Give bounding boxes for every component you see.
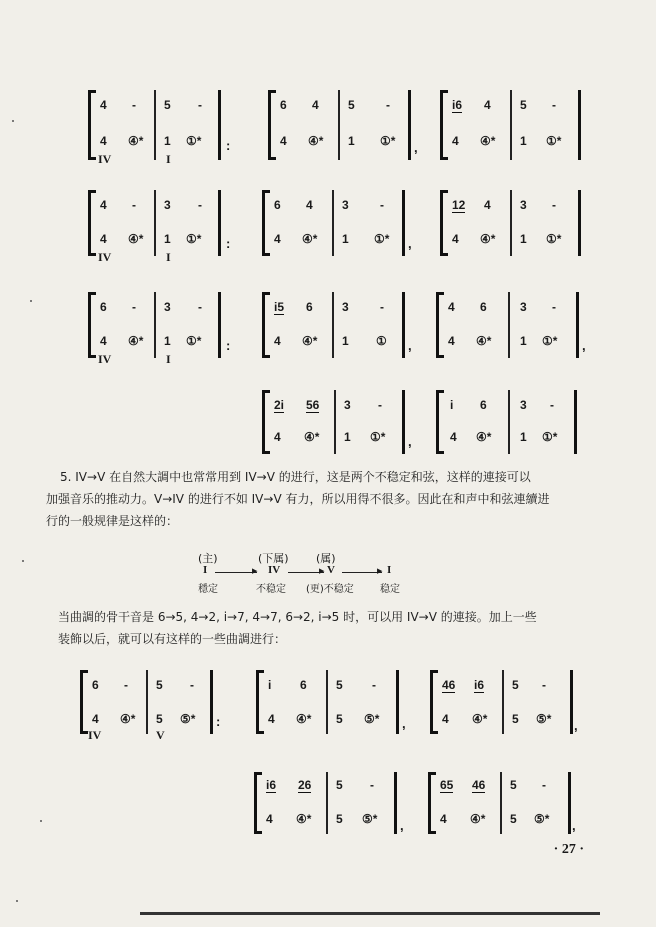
system-bracket: [428, 772, 431, 834]
text-line: 当曲調的骨干音是 6→5, 4→2, i→7, 4→7, 6→2, i→5 时，可以用 IV→V 的連接。加上一些: [58, 610, 537, 624]
note: -: [132, 198, 136, 212]
punctuation: :: [216, 714, 221, 729]
note: 4: [448, 334, 455, 348]
note: ①*: [186, 134, 202, 148]
note: 4: [306, 198, 313, 212]
note: 6: [480, 300, 487, 314]
note: -: [190, 678, 194, 692]
roman-numeral: V: [156, 728, 165, 742]
text-line: 加强音乐的推动力。V→IV 的进行不如 IV→V 有力，所以用得不很多。因此在和声中和弦連續进: [46, 492, 550, 506]
note: 4: [450, 430, 457, 444]
note: 1: [344, 430, 351, 444]
barline: [332, 190, 334, 256]
system-bracket: [268, 90, 271, 160]
barline: [326, 772, 328, 834]
music-system: [430, 670, 580, 734]
note: ①*: [542, 430, 558, 444]
music-system: [88, 190, 231, 264]
paragraph: [58, 606, 618, 650]
music-system: [440, 90, 585, 160]
note: ④*: [470, 812, 486, 826]
note: ⑤*: [180, 712, 196, 726]
note: ④*: [296, 712, 312, 726]
final-barline: [570, 670, 573, 734]
note: 6: [280, 98, 287, 112]
stability-label: (更)不稳定: [306, 584, 354, 595]
roman-numeral: IV: [98, 152, 112, 166]
note: 4: [442, 712, 449, 726]
note: ④*: [480, 232, 496, 246]
note: 4: [268, 712, 275, 726]
note: ④*: [476, 430, 492, 444]
note: ④*: [296, 812, 312, 826]
note: -: [552, 198, 556, 212]
note: 5: [510, 812, 517, 826]
system-bracket: [430, 670, 433, 734]
punctuation: ,: [408, 236, 412, 251]
note: -: [380, 300, 384, 314]
note: ④*: [304, 430, 320, 444]
note: -: [386, 98, 390, 112]
punctuation: ,: [408, 338, 412, 353]
note: 4: [274, 334, 281, 348]
final-barline: [402, 292, 405, 358]
note: 4: [484, 198, 491, 212]
note: i: [450, 398, 454, 412]
final-barline: [578, 90, 581, 160]
roman-numeral: IV: [98, 352, 112, 366]
note: 6: [306, 300, 313, 314]
note: 6: [300, 678, 307, 692]
note: 65: [440, 778, 454, 792]
music-system: [262, 190, 412, 256]
scan-speck: [22, 560, 24, 562]
note: i6: [474, 678, 485, 692]
function-label: (下属): [258, 552, 289, 565]
note: 4: [448, 300, 455, 314]
note: 6: [274, 198, 281, 212]
arrow: [342, 572, 382, 573]
note: ④*: [302, 334, 318, 348]
punctuation: :: [226, 138, 231, 153]
system-bracket: [436, 390, 439, 454]
system-bracket: [262, 292, 265, 358]
final-barline: [402, 190, 405, 256]
note: ①*: [186, 232, 202, 246]
barline: [334, 390, 336, 454]
note: 1: [520, 134, 527, 148]
note: 4: [274, 232, 281, 246]
final-barline: [396, 670, 399, 734]
note: -: [124, 678, 128, 692]
final-barline: [218, 190, 221, 256]
final-barline: [408, 90, 411, 160]
note: -: [378, 398, 382, 412]
barline: [510, 190, 512, 256]
system-bracket: [440, 90, 443, 160]
note: 4: [92, 712, 99, 726]
music-system: [268, 90, 418, 160]
note: -: [550, 398, 554, 412]
note: ④*: [472, 712, 488, 726]
note: 4: [280, 134, 287, 148]
punctuation: ,: [582, 338, 586, 353]
note: 5: [336, 712, 343, 726]
note: 1: [348, 134, 355, 148]
system-bracket: [256, 670, 259, 734]
scan-speck: [12, 120, 14, 122]
note: 6: [100, 300, 107, 314]
barline: [154, 292, 156, 358]
system-bracket: [262, 190, 265, 256]
note: 4: [100, 134, 107, 148]
punctuation: ,: [574, 718, 578, 733]
note: 1: [520, 334, 527, 348]
roman-numeral: IV: [98, 250, 112, 264]
barline: [508, 292, 510, 358]
note: 4: [274, 430, 281, 444]
note: -: [198, 98, 202, 112]
note: 3: [520, 198, 527, 212]
note: -: [370, 778, 374, 792]
punctuation: ,: [408, 434, 412, 449]
note: 5: [156, 712, 163, 726]
roman-numeral: I: [166, 352, 171, 366]
system-bracket: [436, 292, 439, 358]
barline: [154, 90, 156, 160]
note: 1: [164, 334, 171, 348]
note: i6: [452, 98, 463, 112]
note: 5: [512, 712, 519, 726]
note: ⑤*: [364, 712, 380, 726]
chord-symbol: IV: [268, 564, 281, 576]
note: ④*: [480, 134, 496, 148]
note: 3: [164, 198, 171, 212]
final-barline: [218, 292, 221, 358]
note: 5: [336, 812, 343, 826]
punctuation: :: [226, 338, 231, 353]
barline: [338, 90, 340, 160]
final-barline: [574, 390, 577, 454]
note: 4: [100, 232, 107, 246]
note: ④*: [128, 334, 144, 348]
barline: [500, 772, 502, 834]
note: 4: [312, 98, 319, 112]
note: 5: [156, 678, 163, 692]
paragraph: [46, 466, 620, 532]
punctuation: ,: [414, 140, 418, 155]
note: 1: [164, 232, 171, 246]
note: 46: [472, 778, 486, 792]
note: 1: [164, 134, 171, 148]
punctuation: ,: [400, 818, 404, 833]
note: 2i: [274, 398, 285, 412]
note: i: [268, 678, 272, 692]
final-barline: [218, 90, 221, 160]
note: 5: [512, 678, 519, 692]
note: -: [198, 198, 202, 212]
scan-speck: [30, 300, 32, 302]
note: 46: [442, 678, 456, 692]
note: -: [132, 300, 136, 314]
music-system: [256, 670, 406, 734]
system-bracket: [88, 292, 91, 358]
text-line: 装飾以后，就可以有这样的一些曲調进行：: [58, 632, 287, 646]
music-system: [428, 772, 578, 834]
stability-label: 穩定: [198, 584, 218, 595]
note: ④*: [120, 712, 136, 726]
note: -: [380, 198, 384, 212]
note: ①*: [542, 334, 558, 348]
note: ④*: [128, 232, 144, 246]
music-system: [262, 292, 412, 358]
note: ④*: [302, 232, 318, 246]
note: 4: [100, 98, 107, 112]
page-number: · 27 ·: [553, 842, 584, 857]
function-label: (属): [316, 552, 336, 565]
note: 1: [520, 430, 527, 444]
note: 4: [440, 812, 447, 826]
note: 4: [484, 98, 491, 112]
music-system: [88, 90, 231, 166]
note: ④*: [128, 134, 144, 148]
note: 6: [92, 678, 99, 692]
note: ①*: [546, 232, 562, 246]
final-barline: [402, 390, 405, 454]
barline: [154, 190, 156, 256]
note: 5: [510, 778, 517, 792]
note: -: [542, 778, 546, 792]
music-system: [88, 292, 231, 366]
note: ④*: [308, 134, 324, 148]
arrow-head: ▸: [252, 564, 258, 577]
barline: [326, 670, 328, 734]
function-label: (主): [198, 552, 218, 565]
note: 5: [164, 98, 171, 112]
system-bracket: [440, 190, 443, 256]
note: 6: [480, 398, 487, 412]
note: 4: [100, 198, 107, 212]
chord-symbol: I: [387, 564, 392, 576]
note: 12: [452, 198, 466, 212]
punctuation: ,: [402, 716, 406, 731]
final-barline: [576, 292, 579, 358]
note: 5: [348, 98, 355, 112]
note: 4: [100, 334, 107, 348]
note: 1: [342, 232, 349, 246]
note: -: [132, 98, 136, 112]
music-system: [262, 390, 412, 454]
system-bracket: [80, 670, 83, 734]
note: ①*: [546, 134, 562, 148]
note: 4: [452, 232, 459, 246]
final-barline: [394, 772, 397, 834]
note: ①*: [374, 232, 390, 246]
note: 1: [342, 334, 349, 348]
chord-symbol: V: [327, 564, 335, 576]
note: ④*: [476, 334, 492, 348]
music-system: [436, 292, 586, 358]
text-line: 5. IV→V 在自然大調中也常常用到 IV→V 的进行，这是两个不稳定和弦，这样的連接可以: [60, 470, 531, 484]
note: 5: [520, 98, 527, 112]
note: ⑤*: [362, 812, 378, 826]
final-barline: [578, 190, 581, 256]
note: ⑤*: [536, 712, 552, 726]
scan-speck: [16, 900, 18, 902]
note: 26: [298, 778, 312, 792]
note: 56: [306, 398, 320, 412]
note: 4: [452, 134, 459, 148]
note: -: [552, 98, 556, 112]
system-bracket: [262, 390, 265, 454]
roman-numeral: I: [166, 250, 171, 264]
note: 3: [520, 398, 527, 412]
note: ①*: [186, 334, 202, 348]
stability-label: 稳定: [380, 584, 400, 595]
final-barline: [210, 670, 213, 734]
music-system: [80, 670, 221, 742]
note: -: [372, 678, 376, 692]
text-line: 行的一般规律是这样的：: [46, 514, 179, 528]
system-bracket: [254, 772, 257, 834]
roman-numeral: IV: [88, 728, 102, 742]
note: i6: [266, 778, 277, 792]
note: -: [198, 300, 202, 314]
scan-speck: [40, 820, 42, 822]
note: ①*: [380, 134, 396, 148]
barline: [510, 90, 512, 160]
note: ①: [376, 334, 387, 348]
note: 1: [520, 232, 527, 246]
note: 5: [336, 778, 343, 792]
punctuation: :: [226, 236, 231, 251]
note: 3: [344, 398, 351, 412]
barline: [502, 670, 504, 734]
system-bracket: [88, 90, 91, 160]
system-bracket: [88, 190, 91, 256]
note: -: [552, 300, 556, 314]
note: 3: [342, 300, 349, 314]
chord-symbol: I: [203, 564, 208, 576]
note: 4: [266, 812, 273, 826]
note: i5: [274, 300, 285, 314]
barline: [332, 292, 334, 358]
stability-label: 不稳定: [256, 584, 286, 595]
arrow-head: ▸: [319, 564, 325, 577]
punctuation: ,: [572, 818, 576, 833]
note: 3: [164, 300, 171, 314]
note: 3: [520, 300, 527, 314]
final-barline: [568, 772, 571, 834]
note: ⑤*: [534, 812, 550, 826]
arrow: [215, 572, 257, 573]
bottom-edge-line: [140, 912, 600, 915]
note: -: [542, 678, 546, 692]
music-system: [436, 390, 584, 454]
music-system: [254, 772, 404, 834]
roman-numeral: I: [166, 152, 171, 166]
barline: [146, 670, 148, 734]
note: 5: [336, 678, 343, 692]
arrow-head: ▸: [377, 564, 383, 577]
note: ①*: [370, 430, 386, 444]
music-system: [440, 190, 585, 256]
note: 3: [342, 198, 349, 212]
barline: [508, 390, 510, 454]
